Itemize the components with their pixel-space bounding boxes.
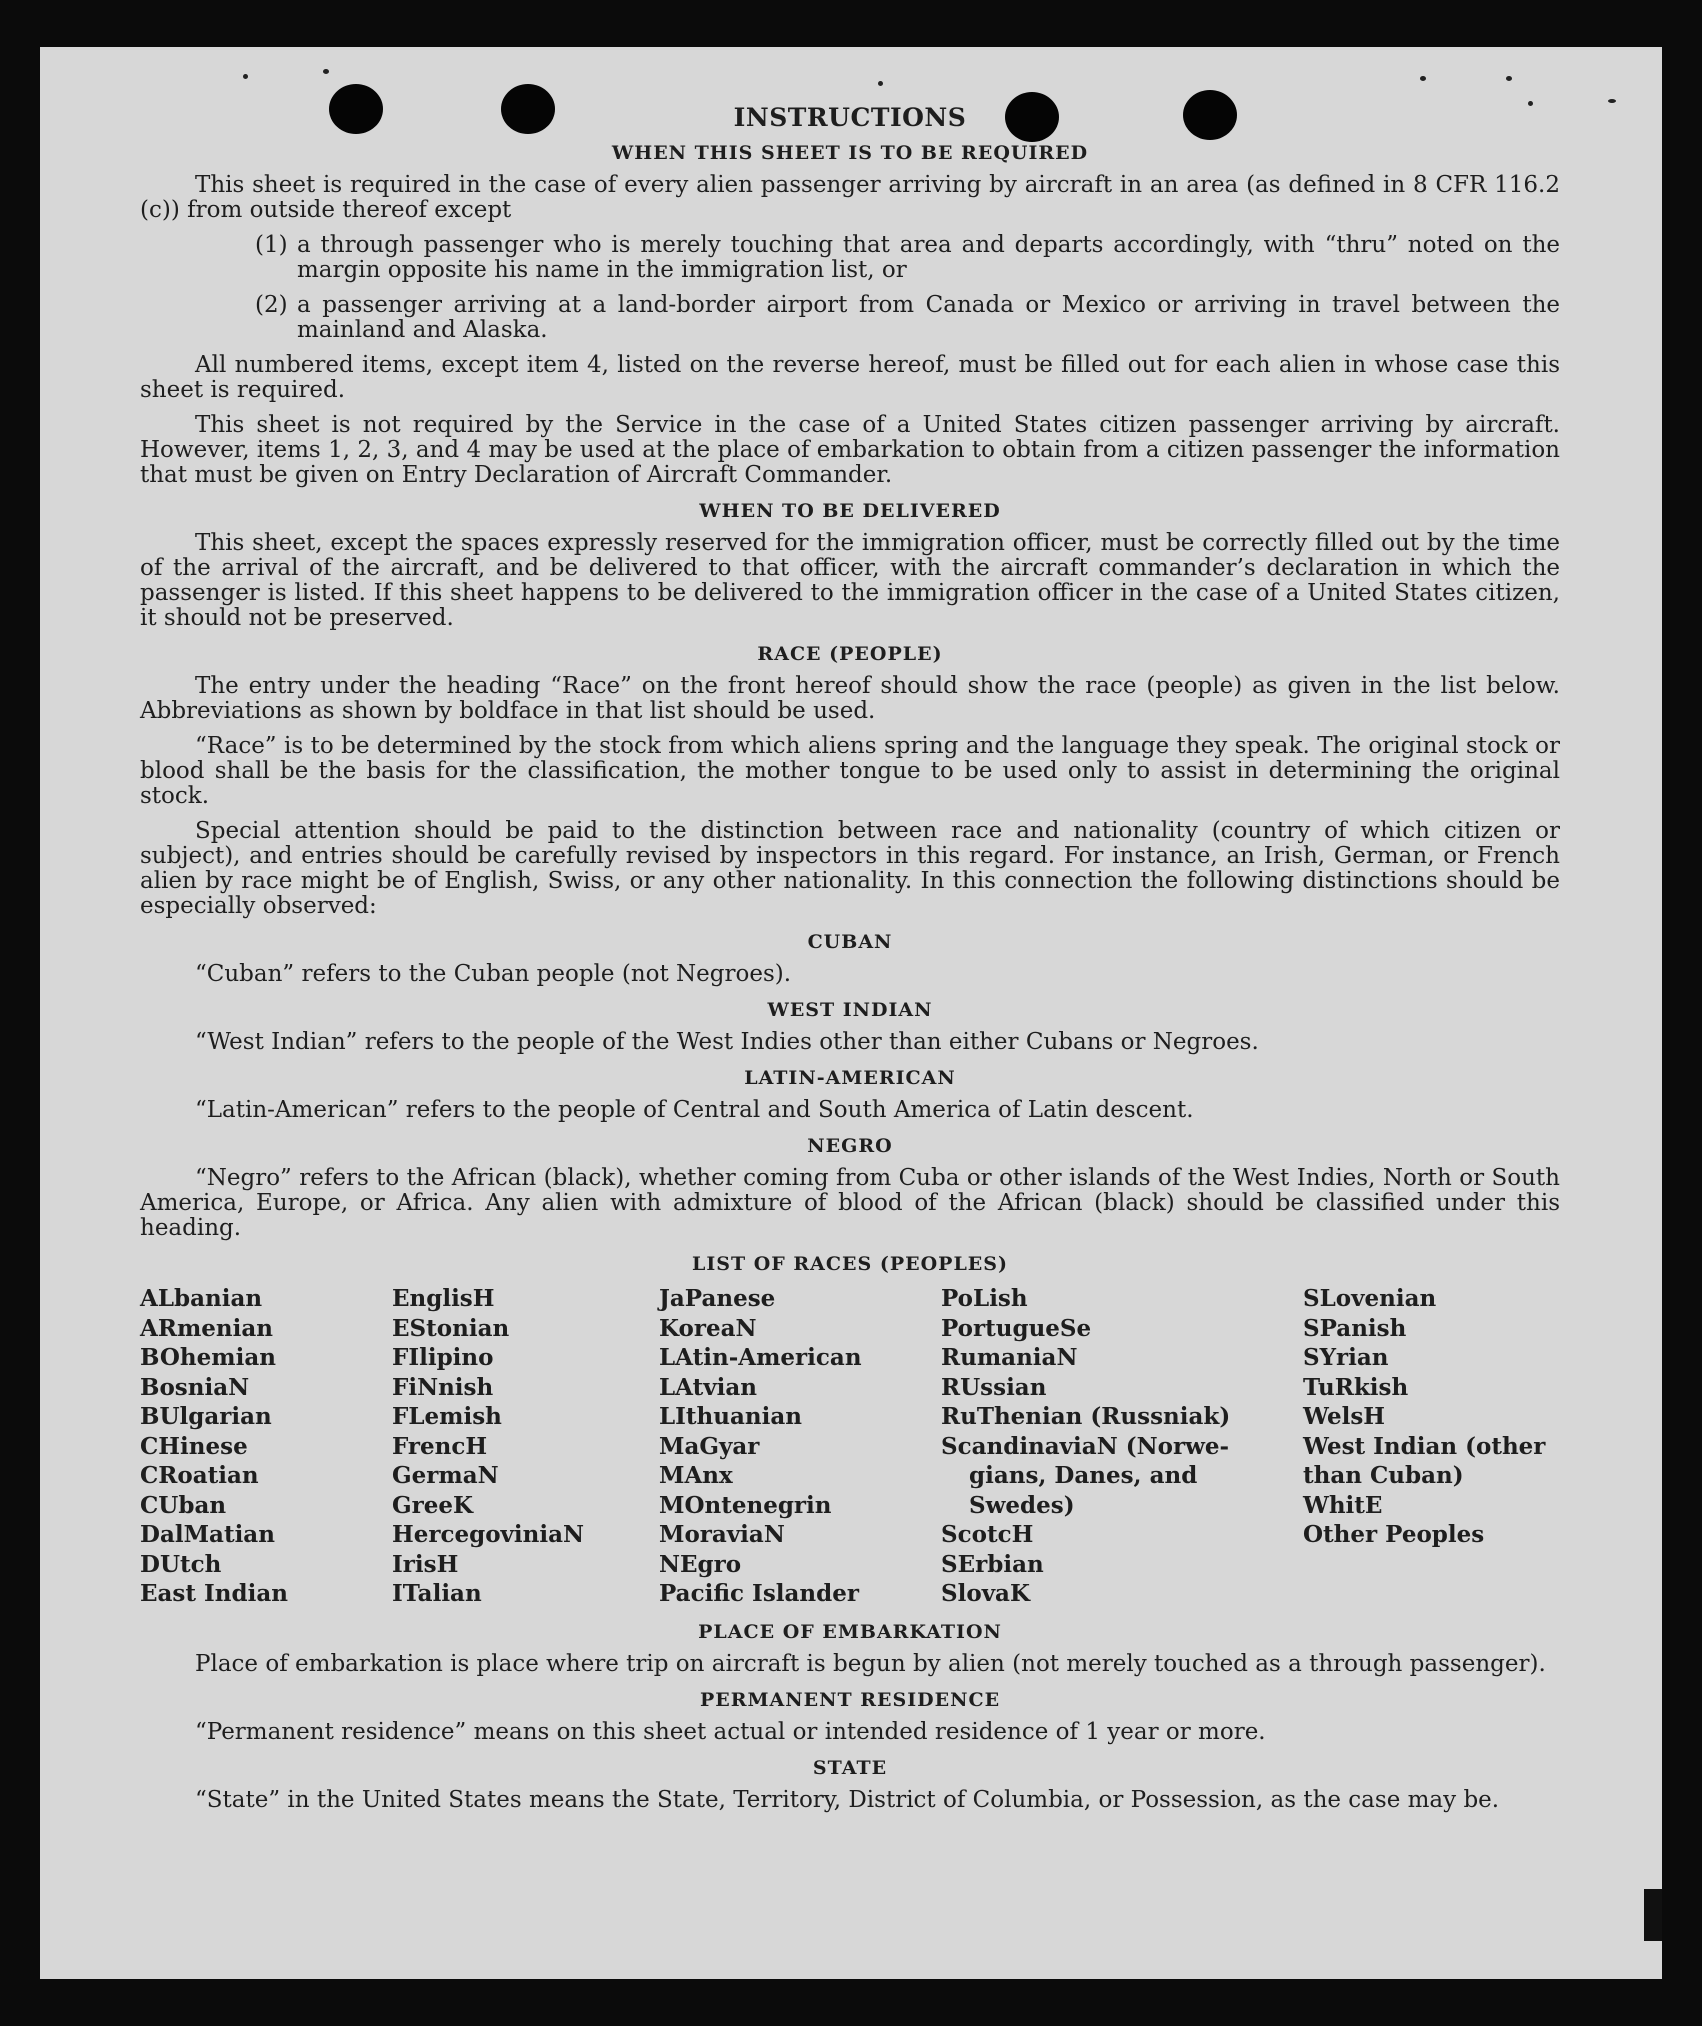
latin-american-paragraph: “Latin-American” refers to the people of Central and South America of Latin descent. bbox=[195, 1097, 1194, 1123]
heading-cuban: CUBAN bbox=[807, 931, 893, 953]
race-entry: FiNnish bbox=[392, 1373, 494, 1401]
races-list bbox=[140, 1284, 1560, 1609]
race-entry: IrisH bbox=[392, 1550, 459, 1578]
heading-race: RACE (PEOPLE) bbox=[757, 643, 943, 665]
citizen-paragraph: This sheet is not required by the Service in the case of a United States citizen passenger arriving by aircraft. However, items 1, 2, 3, and 4 may be used at the place of embarkation to obtain from a citizen passenger the information that must be given on Entry Declaration of Aircraft Commander. bbox=[140, 412, 1560, 488]
item-number: (2) bbox=[255, 292, 288, 318]
race-entry: GermaN bbox=[392, 1462, 499, 1489]
races-column-5 bbox=[1303, 1284, 1560, 1609]
heading-latin-american: LATIN-AMERICAN bbox=[744, 1067, 956, 1089]
race-entry: BUlgarian bbox=[140, 1403, 272, 1430]
west-indian-paragraph: “West Indian” refers to the people of the West Indies other than either Cubans or Negroes. bbox=[195, 1029, 1259, 1055]
race-entry: LAtvian bbox=[659, 1373, 757, 1401]
negro-paragraph: “Negro” refers to the African (black), whether coming from Cuba or other islands of the West Indies, North or South America, Europe, or Africa. Any alien with admixture of blood of the African (black) should be classified under this heading. bbox=[140, 1165, 1560, 1241]
race-entry: DUtch bbox=[140, 1550, 222, 1578]
speck bbox=[243, 74, 248, 79]
embarkation-paragraph: Place of embarkation is place where trip on aircraft is begun by alien (not merely touched as a through passenger). bbox=[195, 1650, 1546, 1677]
race-entry: East Indian bbox=[140, 1580, 288, 1607]
race-entry: WhitE bbox=[1303, 1491, 1383, 1519]
item-number: (1) bbox=[255, 232, 288, 258]
race-entry: SPanish bbox=[1303, 1314, 1407, 1342]
race-entry: RUssian bbox=[941, 1373, 1047, 1401]
race-entry: West Indian (other bbox=[1303, 1432, 1546, 1460]
race-entry: HercegoviniaN bbox=[392, 1521, 585, 1548]
race-entry: FLemish bbox=[392, 1403, 502, 1430]
race-entry: ScotcH bbox=[941, 1521, 1034, 1548]
heading-when-delivered: WHEN TO BE DELIVERED bbox=[699, 500, 1001, 522]
race-entry: GreeK bbox=[392, 1491, 474, 1519]
heading-residence: PERMANENT RESIDENCE bbox=[699, 1688, 1001, 1711]
race-entry: MoraviaN bbox=[659, 1521, 785, 1548]
exception-item bbox=[255, 293, 1560, 343]
race-entry: ITalian bbox=[392, 1580, 482, 1607]
race-entry: EStonian bbox=[392, 1314, 510, 1342]
speck bbox=[878, 81, 883, 86]
race-entry: ScandinaviaN (Norwe- bbox=[941, 1432, 1230, 1460]
races-column-4 bbox=[941, 1284, 1303, 1609]
heading-races-list: LIST OF RACES (PEOPLES) bbox=[692, 1253, 1008, 1275]
numbered-items-paragraph: All numbered items, except item 4, listed on the reverse hereof, must be filled out for each alien in whose case this sheet is required. bbox=[140, 352, 1560, 403]
race-entry: SLovenian bbox=[1303, 1285, 1437, 1312]
heading-west-indian: WEST INDIAN bbox=[767, 999, 933, 1021]
speck bbox=[1420, 76, 1426, 81]
document-sheet bbox=[40, 47, 1662, 1979]
edge-mark bbox=[1644, 1889, 1662, 1941]
speck bbox=[1506, 76, 1512, 81]
page-title: INSTRUCTIONS bbox=[733, 103, 967, 132]
race-entry: SlovaK bbox=[941, 1580, 1030, 1607]
race-entry: FIlipino bbox=[392, 1344, 494, 1371]
item-text: a through passenger who is merely touching that area and departs accordingly, with “thru” noted on the margin opposite his name in the immigration list, or bbox=[297, 232, 1560, 283]
race-entry: PoLish bbox=[941, 1285, 1028, 1312]
race-entry: Pacific Islander bbox=[659, 1580, 859, 1607]
race-entry: WelsH bbox=[1303, 1403, 1386, 1430]
speck bbox=[323, 69, 329, 74]
race-paragraph: Special attention should be paid to the distinction between race and nationality (country of which citizen or subject), and entries should be carefully revised by inspectors in this regard. For instance, an Irish, German, or French alien by race might be of English, Swiss, or any other nationality. In this connection the following distinctions should be especially observed: bbox=[140, 818, 1560, 919]
race-entry: CRoatian bbox=[140, 1462, 259, 1489]
race-entry: DalMatian bbox=[140, 1521, 275, 1548]
race-entry: EnglisH bbox=[392, 1285, 495, 1312]
races-column-1 bbox=[140, 1284, 392, 1609]
race-entry: FrencH bbox=[392, 1432, 488, 1460]
race-entry: KoreaN bbox=[659, 1314, 757, 1342]
races-column-2 bbox=[392, 1284, 659, 1609]
race-entry: RuThenian (Russniak) bbox=[941, 1403, 1231, 1430]
exception-item bbox=[255, 233, 1560, 283]
heading-embarkation: PLACE OF EMBARKATION bbox=[698, 1620, 1002, 1643]
race-entry: PortugueSe bbox=[941, 1314, 1092, 1342]
race-entry: Other Peoples bbox=[1303, 1521, 1485, 1548]
race-entry: LAtin-American bbox=[659, 1344, 862, 1371]
race-entry-continuation: than Cuban) bbox=[1303, 1462, 1464, 1489]
race-entry: CUban bbox=[140, 1491, 227, 1519]
race-entry: MaGyar bbox=[659, 1432, 760, 1460]
when-delivered-paragraph: This sheet, except the spaces expressly reserved for the immigration officer, must be correctly filled out by the time of the arrival of the aircraft, and be delivered to that officer, with the aircraft commander’s declaration in which the passenger is listed. If this sheet happens to be delivered to the immigration officer in the case of a United States citizen, it should not be preserved. bbox=[140, 530, 1560, 631]
race-entry-continuation: gians, Danes, and bbox=[969, 1462, 1198, 1489]
race-entry-continuation: Swedes) bbox=[969, 1491, 1075, 1519]
heading-negro: NEGRO bbox=[807, 1135, 893, 1157]
race-entry: BosniaN bbox=[140, 1373, 250, 1401]
race-paragraph: “Race” is to be determined by the stock from which aliens spring and the language they speak. The original stock or blood shall be the basis for the classification, the mother tongue to be used only to assist in determining the original stock. bbox=[140, 733, 1560, 809]
race-entry: BOhemian bbox=[140, 1344, 276, 1371]
race-entry: ARmenian bbox=[140, 1314, 274, 1342]
race-entry: JaPanese bbox=[659, 1285, 776, 1312]
race-entry: RumaniaN bbox=[941, 1344, 1078, 1371]
race-entry: MAnx bbox=[659, 1462, 733, 1489]
race-entry: NEgro bbox=[659, 1550, 742, 1578]
item-text: a passenger arriving at a land-border airport from Canada or Mexico or arriving in travel between the mainland and Alaska. bbox=[297, 292, 1560, 343]
when-required-intro: This sheet is required in the case of every alien passenger arriving by aircraft in an area (as defined in 8 CFR 116.2 (c)) from outside thereof except bbox=[140, 172, 1560, 223]
state-paragraph: “State” in the United States means the State, Territory, District of Columbia, or Possession, as the case may be. bbox=[195, 1786, 1500, 1813]
race-paragraph: The entry under the heading “Race” on the front hereof should show the race (people) as given in the list below. Abbreviations as shown by boldface in that list should be used. bbox=[140, 673, 1560, 724]
cuban-paragraph: “Cuban” refers to the Cuban people (not Negroes). bbox=[195, 961, 792, 987]
heading-when-required: WHEN THIS SHEET IS TO BE REQUIRED bbox=[611, 142, 1089, 164]
speck bbox=[1608, 99, 1616, 103]
race-entry: MOntenegrin bbox=[659, 1491, 832, 1519]
race-entry: CHinese bbox=[140, 1432, 248, 1460]
races-column-3 bbox=[659, 1284, 941, 1609]
residence-paragraph: “Permanent residence” means on this sheet actual or intended residence of 1 year or more. bbox=[195, 1718, 1266, 1745]
heading-state: STATE bbox=[812, 1756, 888, 1779]
instructions-content bbox=[140, 105, 1560, 1823]
race-entry: SErbian bbox=[941, 1550, 1044, 1578]
race-entry: TuRkish bbox=[1303, 1373, 1409, 1401]
race-entry: SYrian bbox=[1303, 1344, 1389, 1371]
race-entry: ALbanian bbox=[140, 1285, 263, 1312]
race-entry: LIthuanian bbox=[659, 1403, 802, 1430]
